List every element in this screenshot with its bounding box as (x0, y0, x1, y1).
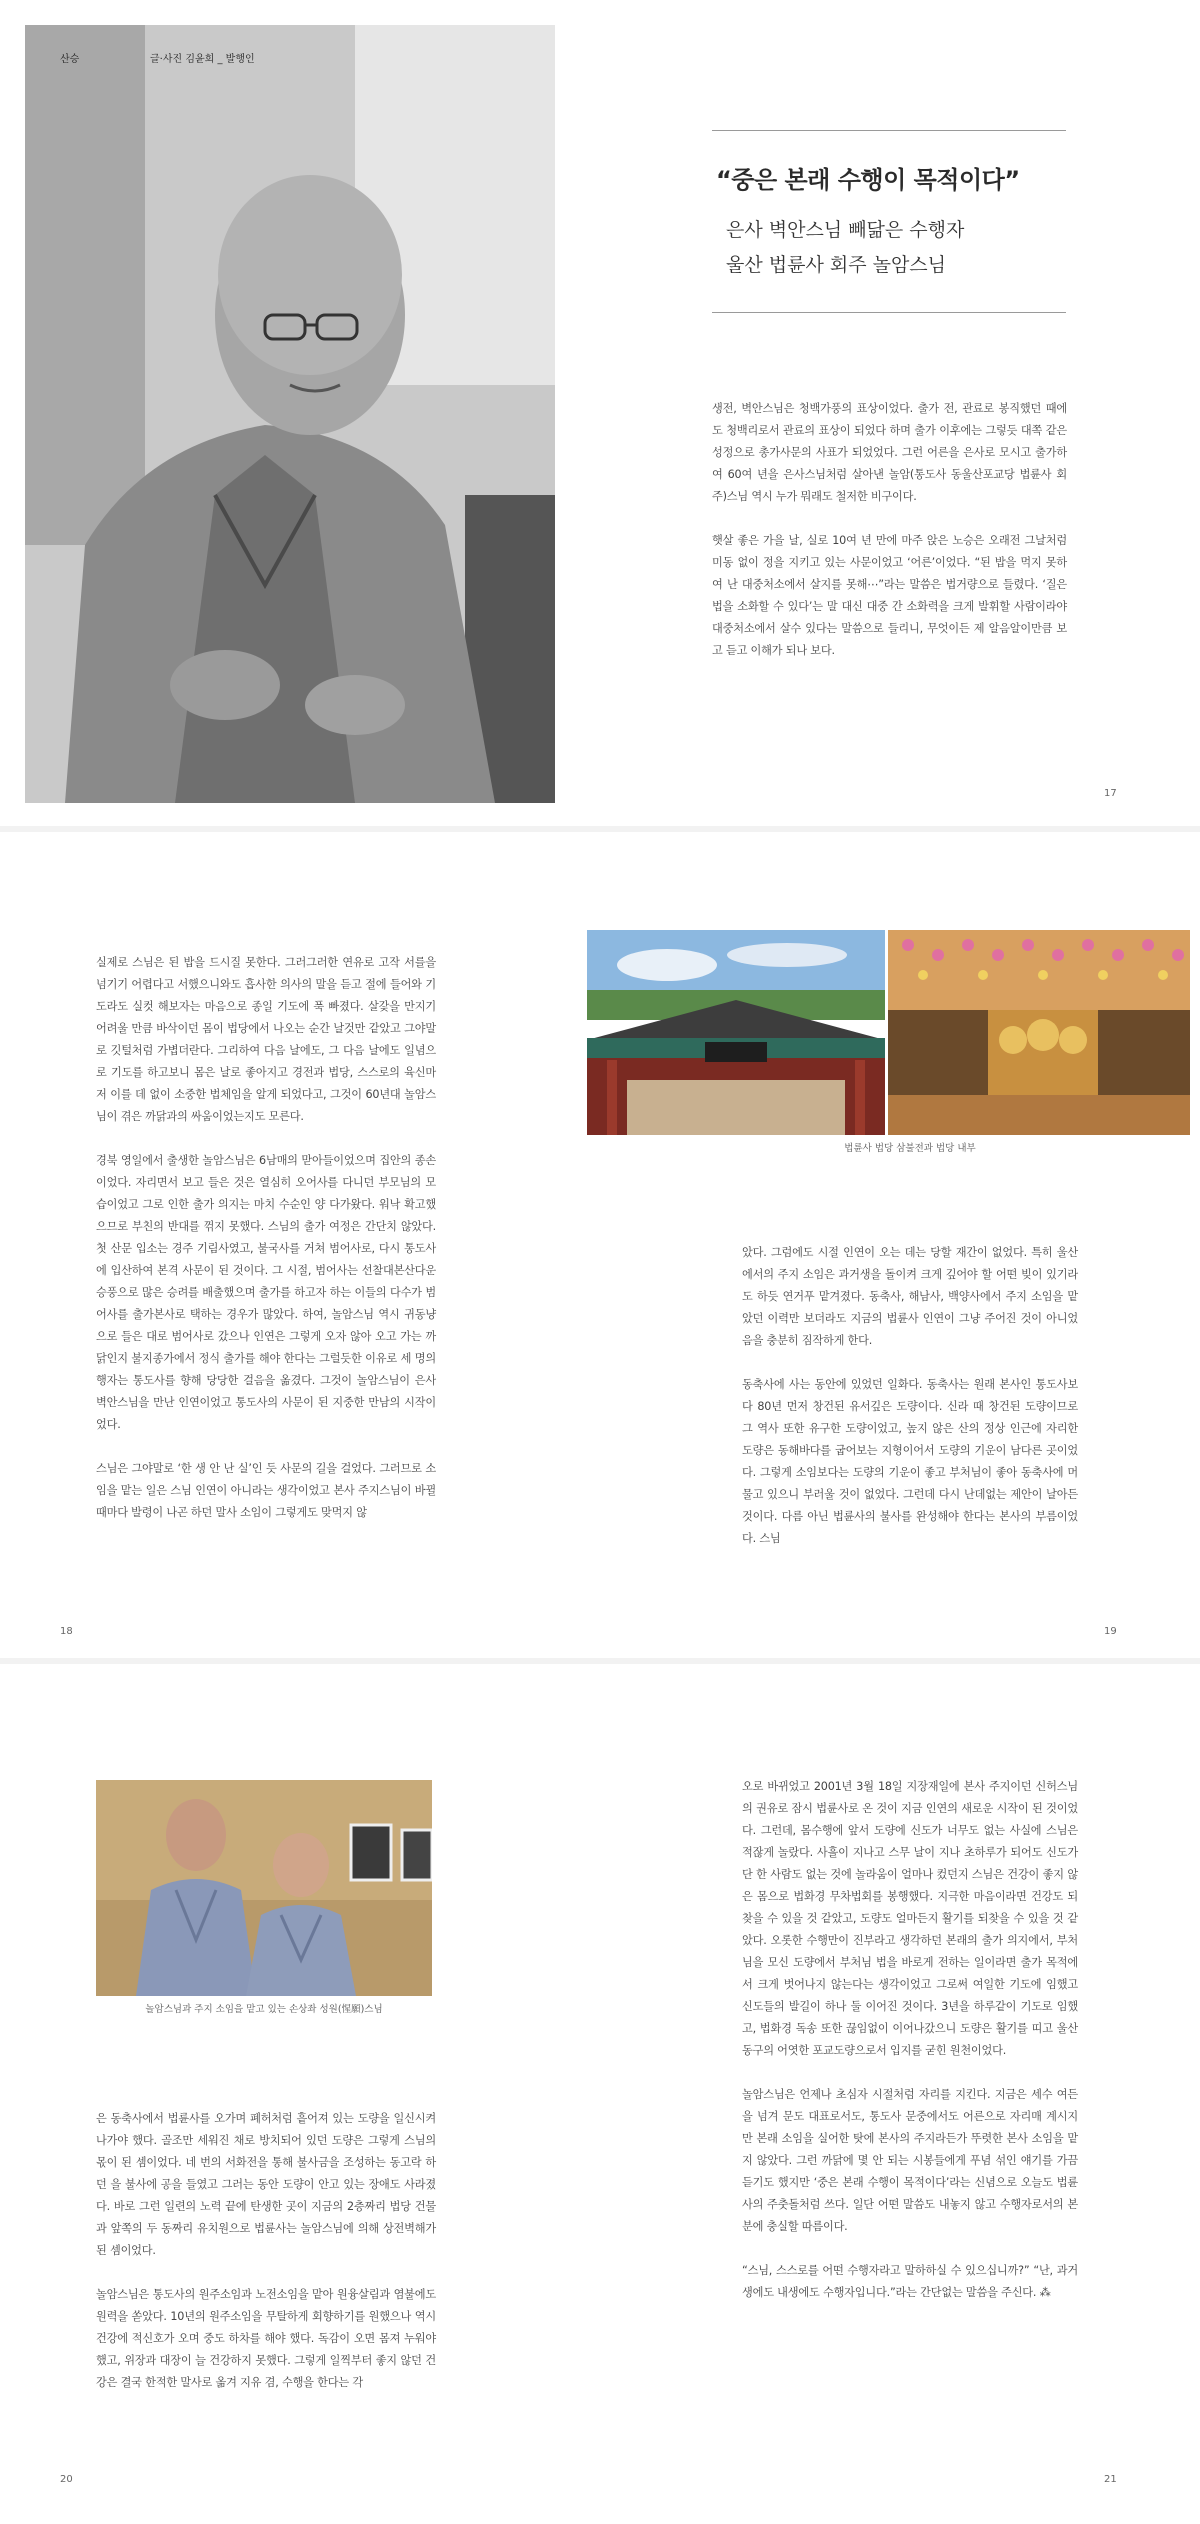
page-number-20: 20 (60, 2474, 73, 2485)
monks-photo-caption: 놀암스님과 주지 소임을 맡고 있는 손상좌 성원(惺願)스님 (145, 2004, 383, 2015)
author-credit: 글·사진 김윤희 _ 발행인 (150, 54, 255, 65)
article-subtitle-2: 울산 법륜사 회주 놀암스님 (726, 254, 947, 276)
temple-exterior-photo (587, 930, 885, 1135)
spread-2 (0, 832, 1200, 1658)
title-rule-bottom (712, 312, 1066, 313)
left-column (96, 952, 436, 1524)
body-paragraph: 동축사에 사는 동안에 있었던 일화다. 동축사는 원래 본사인 통도사보다 80년 먼저 창건된 유서깊은 도량이다. 신라 때 창건된 도량이므로 그 역사 또한 유구한 도량이었고, 높지 않은 산의 정상 인근에 자리한 도량은 동해바다를 굽어보는 지형이어서 도량의 기운이 남다른 곳이었다. 그렇게 소임보다는 도량의 기운이 좋고 부처님이 좋아 동축사에 머물고 있으니 부러울 것이 없었다. 그런데 다시 난데없는 제안이 날아든 것이다. 다름 아닌 법륜사의 불사를 완성해야 한다는 본사의 부름이었다. 스님 (742, 1378, 1078, 1545)
spread-1 (0, 0, 1200, 826)
right-column (742, 1776, 1078, 2304)
body-paragraph: 놀암스님은 통도사의 원주소임과 노전소임을 맡아 원융살림과 염불에도 원력을 쏟았다. 10년의 원주소임을 무탈하게 회향하기를 원했으나 역시 건강에 적신호가 오며 중도 하차를 해야 했다. 독감이 오면 몸져 누워야 했고, 위장과 대장이 늘 건강하지 못했다. 그렇게 일찍부터 좋지 않던 건강은 결국 한적한 말사로 옮겨 지유 겸, 수행을 한다는 각 (96, 2288, 436, 2389)
monk-portrait-photo (25, 25, 555, 803)
article-headline: “중은 본래 수행이 목적이다” (716, 166, 1020, 194)
temple-interior-photo (888, 930, 1190, 1135)
body-paragraph: 실제로 스님은 된 밥을 드시질 못한다. 그러그러한 연유로 고작 서를을 넘기기 어렵다고 서했으니와도 흡사한 의사의 말을 듣고 절에 들어와 기도라도 실컷 해보자는 마음으로 종일 기도에 푹 빠졌다. 살갗을 만지기 어려울 만큼 바삭이던 몸이 법당에서 나오는 순간 날것만 같았고 그야말로 깃털처럼 가볍더란다. 그리하여 다음 날에도, 그 다음 날에도 일념으로 기도를 하고보니 몸은 날로 좋아지고 경전과 법당, 스스로의 육신마저 이를 데 없이 소중한 법체임을 알게 되었다고, 그것이 60년대 놀암스님이 겪은 까닭과의 싸움이었는지도 모른다. (96, 956, 436, 1123)
body-paragraph: 스님은 그야말로 ‘한 생 안 난 실’인 듯 사문의 길을 걸었다. 그러므로 소임을 맡는 일은 스님 인연이 아니라는 생각이었고 본사 주지스님이 바뀔 때마다 발령이 나곤 하던 말사 소임이 그렇게도 맞먹지 않 (96, 1462, 436, 1519)
intro-paragraph-1: 생전, 벽안스님은 청백가풍의 표상이었다. 출가 전, 관료로 봉직했던 때에도 청백리로서 관료의 표상이 되었다 하며 출가 이후에는 그렇듯 대쪽 같은 성정으로 총가사문의 사표가 되었었다. 그런 어른을 은사로 모시고 출가하여 60여 년을 은사스님처럼 살아낸 놀암(통도사 동울산포교당 법륜사 회주)스님 역시 누가 뭐래도 철저한 비구이다. (712, 402, 1067, 503)
body-paragraph: 놀암스님은 언제나 초심자 시절처럼 자리를 지킨다. 지금은 세수 여든을 넘겨 문도 대표로서도, 통도사 문중에서도 어른으로 자리매 계시지만 본래 소임을 실어한 탓에 본사의 주지라든가 뚜렷한 본사 소임을 맡지 않았다. 그런 까닭에 몇 안 되는 시봉들에게 푸념 섞인 얘기를 가끔 듣기도 했지만 ‘중은 본래 수행이 목적이다’라는 신념으로 오늘도 법륜사의 주춧돌처럼 쓰다. 일단 어떤 말씀도 내놓지 않고 수행자로서의 본분에 충실할 따름이다. (742, 2088, 1078, 2233)
intro-paragraph-2: 햇살 좋은 가을 날, 실로 10여 년 만에 마주 앉은 노승은 오래전 그날처럼 미동 없이 정을 지키고 있는 사문이었고 ‘어른’이었다. “된 밥을 먹지 못하여 난 대중처소에서 살지를 못해⋯”라는 말씀은 법거량으로 들렸다. ‘질은 법을 소화할 수 있다’는 말 대신 대중 간 소화력을 크게 발휘할 사람이라야 대중처소에서 살수 있다는 말씀으로 들리니, 무엇이든 제 알음알이만큼 보고 듣고 이해가 되나 보다. (712, 534, 1067, 657)
spread-3 (0, 1664, 1200, 2524)
page-number-19: 19 (1104, 1626, 1117, 1637)
body-paragraph: 은 동축사에서 법륜사를 오가며 폐허처럼 흩어져 있는 도량을 일신시켜 나가야 했다. 골조만 세워진 채로 방치되어 있던 도량은 그렇게 스님의 몫이 된 셈이었다. 네 번의 서화전을 통해 불사금을 조성하는 동고락 하던 을 불사에 공을 들였고 그러는 동안 도량이 안고 있는 장애도 사라졌다. 바로 그런 일련의 노력 끝에 탄생한 곳이 지금의 2층짜리 법당 건물과 앞쪽의 두 동짜리 유치원으로 법륜사는 놀암스님에 의해 상전벽해가 된 셈이었다. (96, 2112, 436, 2257)
intro-body (712, 398, 1067, 662)
two-monks-photo (96, 1780, 432, 1996)
body-paragraph: 경북 영일에서 출생한 놀암스님은 6남매의 맏아들이었으며 집안의 종손이었다. 자리면서 보고 들은 것은 열심히 오어사를 다니던 부모님의 모습이었고 그로 인한 출가 의지는 마치 수순인 양 다가왔다. 워낙 확고했으므로 부친의 반대를 꺾지 못했다. 스님의 출가 여정은 간단치 않았다. 첫 산문 입소는 경주 기림사였고, 불국사를 거쳐 범어사로, 다시 통도사에 입산하여 본격 사문이 된 것이다. 그 시절, 범어사는 선찰대본산다운 승풍으로 많은 승려를 배출했으며 출가를 하고자 하는 이들의 다수가 범어사를 출가본사로 택하는 경우가 많았다. 하여, 놀암스님 역시 귀동냥으로 들은 대로 범어사로 갔으나 인연은 그렇게 오자 않아 오고 가는 까닭인지 불지종가에서 정식 출가를 해야 한다는 그럴듯한 이유로 세 명의 행자는 통도사를 향해 당당한 걸음을 옮겼다. 그것이 놀암스님이 은사 벽안스님을 만난 인연이었고 통도사의 사문이 된 지중한 만남의 시작이었다. (96, 1154, 436, 1431)
page-number-21: 21 (1104, 2474, 1117, 2485)
temple-photo-caption: 법륜사 법당 삼불전과 법당 내부 (844, 1143, 976, 1154)
title-rule-top (712, 130, 1066, 131)
left-column (96, 2108, 436, 2394)
section-label: 산승 (60, 54, 80, 65)
body-paragraph: 았다. 그럼에도 시절 인연이 오는 데는 당할 재간이 없었다. 특히 울산에서의 주지 소임은 과거생을 돌이켜 크게 깊어야 할 어떤 빚이 있기라도 하듯 연거푸 맡겨졌다. 동축사, 해남사, 백양사에서 주지 소임을 맡았던 이력만 보더라도 지금의 법륜사 인연이 그냥 주어진 것이 아니었음을 충분히 짐작하게 한다. (742, 1246, 1078, 1347)
portrait-illustration (25, 25, 555, 803)
page-number-18: 18 (60, 1626, 73, 1637)
article-subtitle-1: 은사 벽안스님 빼닮은 수행자 (726, 219, 965, 241)
right-column (742, 1242, 1078, 1550)
body-paragraph: 오로 바뀌었고 2001년 3월 18일 지장재일에 본사 주지이던 신허스님의 권유로 잠시 법륜사로 온 것이 지금 인연의 새로운 시작이 된 것이었다. 그런데, 몸수행에 앞서 도량에 신도가 너무도 없는 사실에 스님은 적잖게 놀랐다. 사흘이 지나고 스무 날이 지나 초하루가 되어도 신도가 단 한 사람도 없는 것에 놀라움이 얼마나 컸던지 스님은 건강이 좋지 않은 몸으로 법화경 무차법회를 봉행했다. 지극한 마음이라면 건강도 되찾을 수 있을 것 같았고, 도량도 얼마든지 활기를 되찾을 수 있을 것 같았다. 오롯한 수행만이 진부라고 생각하던 본래의 출가 의지에서, 부처님을 모신 도량에서 부처님 법을 바로게 전하는 일이라면 출가 목적에서 크게 벗어나지 않는다는 생각이었고 그로써 여일한 기도에 임했고 신도들의 발길이 하나 둘 이어진 것이다. 3년을 하루같이 기도로 임했고, 법화경 독송 또한 끊임없이 이어나갔으니 도량은 활기를 띠고 울산 동구의 어엿한 포교도량으로서 입지를 굳힌 원천이었다. (742, 1780, 1078, 2057)
body-paragraph: “스님, 스스로를 어떤 수행자라고 말하하실 수 있으십니까?” “난, 과거생에도 내생에도 수행자입니다.”라는 간단없는 말씀을 주신다. ⁂ (742, 2264, 1078, 2299)
page-number-17: 17 (1104, 788, 1117, 799)
